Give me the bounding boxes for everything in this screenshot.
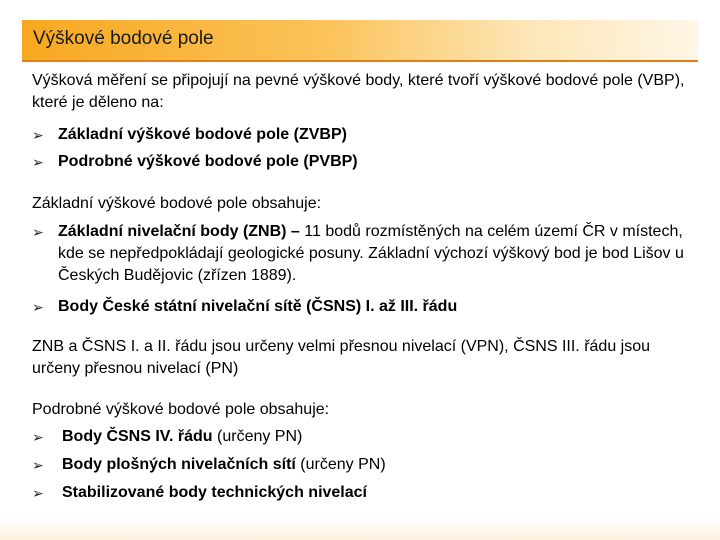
list-item-bold: Stabilizované body technických nivelací: [62, 484, 367, 501]
list-item-rest: (určeny PN): [295, 456, 386, 473]
list-item-rest: 11 bodů rozmístěných na celém území ČR v místech, kde se nepředpokládají geologické posuny. Základní výchozí výškový bod je bod Lišov u Českých Budějovic (zřízen 1889).: [58, 223, 684, 284]
arrow-bullet-icon: ➢: [32, 429, 44, 445]
measurement-note: ZNB a ČSNS I. a II. řádu jsou určeny velmi přesnou nivelací (VPN), ČSNS III. řádu jsou určeny přesnou nivelací (PN): [32, 338, 651, 377]
list-item-label: Základní výškové bodové pole (ZVBP): [58, 126, 347, 143]
slide-title: Výškové bodové pole: [33, 28, 214, 49]
arrow-bullet-icon: ➢: [32, 485, 44, 501]
arrow-bullet-icon: ➢: [32, 457, 44, 473]
pvbp-heading: Podrobné výškové bodové pole obsahuje:: [32, 401, 330, 418]
title-bar: [22, 20, 698, 62]
bottom-decoration: [0, 520, 720, 540]
list-item-bold: Body České státní nivelační sítě (ČSNS) I. až III. řádu: [58, 298, 458, 315]
list-item-rest: (určeny PN): [212, 428, 303, 445]
list-item-bold: Základní nivelační body (ZNB) –: [58, 223, 305, 240]
intro-paragraph: Výšková měření se připojují na pevné výškové body, které tvoří výškové bodové pole (VBP), které je děleno na:: [32, 72, 685, 111]
arrow-bullet-icon: ➢: [32, 224, 44, 240]
zvbp-heading: Základní výškové bodové pole obsahuje:: [32, 195, 322, 212]
arrow-bullet-icon: ➢: [32, 127, 44, 143]
arrow-bullet-icon: ➢: [32, 299, 44, 315]
arrow-bullet-icon: ➢: [32, 154, 44, 170]
list-item-bold: Body ČSNS IV. řádu: [62, 428, 213, 445]
list-item-bold: Body plošných nivelačních sítí: [62, 456, 296, 473]
list-item-label: Podrobné výškové bodové pole (PVBP): [58, 153, 358, 170]
